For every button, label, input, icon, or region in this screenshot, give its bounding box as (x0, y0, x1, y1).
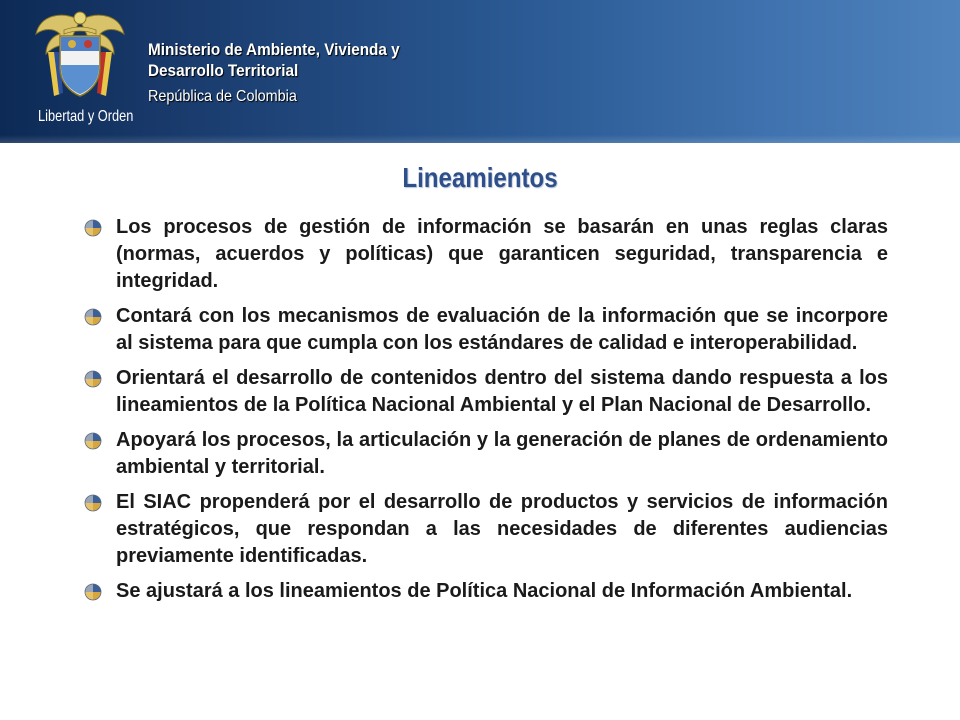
bullet-list (84, 214, 888, 613)
bullet-item (84, 489, 888, 570)
bullet-text: Orientará el desarrollo de contenidos dentro del sistema dando respuesta a los lineamientos de la Política Nacional Ambiental y el Plan Nacional de Desarrollo. (116, 367, 888, 416)
bullet-text: Contará con los mecanismos de evaluación de la información que se incorpore al sistema para que cumpla con los estándares de calidad e interoperabilidad. (116, 305, 888, 354)
bullet-item (84, 427, 888, 481)
sphere-bullet-icon (84, 370, 102, 388)
bullet-item (84, 303, 888, 357)
republic-name: República de Colombia (148, 88, 297, 105)
slide-title: Lineamientos (402, 162, 558, 193)
sphere-bullet-icon (84, 308, 102, 326)
header-banner (0, 0, 960, 143)
sphere-bullet-icon (84, 219, 102, 237)
sphere-bullet-icon (84, 432, 102, 450)
bullet-text: Apoyará los procesos, la articulación y la generación de planes de ordenamiento ambiental y territorial. (116, 429, 888, 478)
ministry-name (148, 39, 400, 81)
bullet-text: Se ajustará a los lineamientos de Política Nacional de Información Ambiental. (116, 580, 853, 602)
sphere-bullet-icon (84, 494, 102, 512)
coat-of-arms-icon (30, 6, 130, 101)
bullet-text: Los procesos de gestión de información se basarán en unas reglas claras (normas, acuerdos y políticas) que garanticen seguridad, transparencia e integridad. (116, 216, 888, 292)
bullet-text: El SIAC propenderá por el desarrollo de productos y servicios de información estratégicos, que respondan a las necesidades de diferentes audiencias previamente identificadas. (116, 491, 888, 567)
motto-text: Libertad y Orden (38, 108, 134, 125)
bullet-item (84, 214, 888, 295)
ministry-name-line1: Ministerio de Ambiente, Vivienda y (148, 40, 400, 59)
ministry-name-line2: Desarrollo Territorial (148, 61, 299, 80)
bullet-item (84, 365, 888, 419)
sphere-bullet-icon (84, 583, 102, 601)
bullet-item (84, 578, 888, 605)
